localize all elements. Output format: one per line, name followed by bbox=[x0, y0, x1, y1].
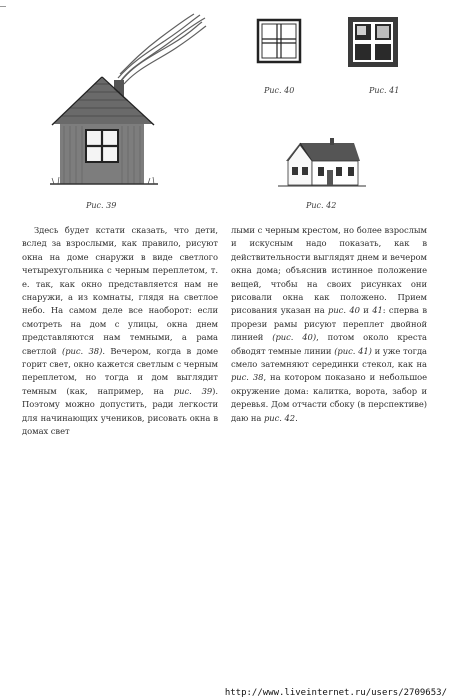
text-column-left bbox=[22, 224, 218, 439]
figure-39-house-drawing bbox=[40, 12, 210, 190]
figure-39-caption: Рис. 39 bbox=[86, 201, 117, 210]
figure-41-caption: Рис. 41 bbox=[369, 86, 400, 95]
figure-42-house-perspective bbox=[278, 137, 366, 192]
figure-40-caption: Рис. 40 bbox=[264, 86, 295, 95]
figure-reference: (рис. 41) bbox=[334, 345, 372, 356]
figure-reference: рис. 39 bbox=[173, 385, 213, 396]
figure-41-window-shaded bbox=[347, 16, 399, 68]
figure-42-caption: Рис. 42 bbox=[306, 201, 337, 210]
figure-reference: рис. 42 bbox=[264, 412, 296, 423]
paragraph: Здесь будет кстати сказать, что дети, вслед за взрослыми, как правило, рисуют окна на доме снаружи в виде светлого четырехугольника с черным переплетом, т. е. так, как окно представляется нам не снаружи, а из комнаты, глядя на светлое небо. На самом деле все наоборот: если смотреть на дом с улицы, окна днем представляются нам темными, а рама светлой (рис. 38). Вечером, когда в доме горит свет, окно кажется светлым с черным переплетом, но тогда и дом выглядит темным (как, например, на рис. 39). Поэтому можно допустить, ради легкости для начинающих учеников, рисовать окна в домах свет bbox=[22, 225, 219, 437]
figure-reference: рис. 40 bbox=[328, 305, 360, 316]
figure-reference: 41 bbox=[372, 305, 383, 316]
figure-40-window-outline bbox=[256, 18, 302, 64]
paragraph: лыми с черным крестом, но более взрослым и искусным надо показать, как в действительности выглядят днем и вечером окна дома; объяснив истинное положение вещей, чтобы на своих рисунках они рисовали окна как положено. Прием рисования указан на рис. 40 и 41: сперва в прорези рамы рисуют переплет двойной линией (рис. 40), потом около креста обводят темные линии (рис. 41) и уже тогда смело затемняют серединки стекол, как на рис. 38, на котором показано и небольшое окружение дома: калитка, ворота, забор и деревья. Дом отчасти сбоку (в перспективе) даю на рис. 42. bbox=[231, 225, 428, 423]
figure-reference: (рис. 38) bbox=[62, 345, 103, 356]
corner-mark bbox=[0, 6, 6, 7]
figure-reference: рис. 38 bbox=[231, 372, 264, 383]
source-url-watermark: http://www.liveinternet.ru/users/2709653/ bbox=[224, 688, 447, 698]
figure-reference: (рис. 40) bbox=[272, 332, 317, 343]
text-column-right bbox=[231, 224, 427, 425]
